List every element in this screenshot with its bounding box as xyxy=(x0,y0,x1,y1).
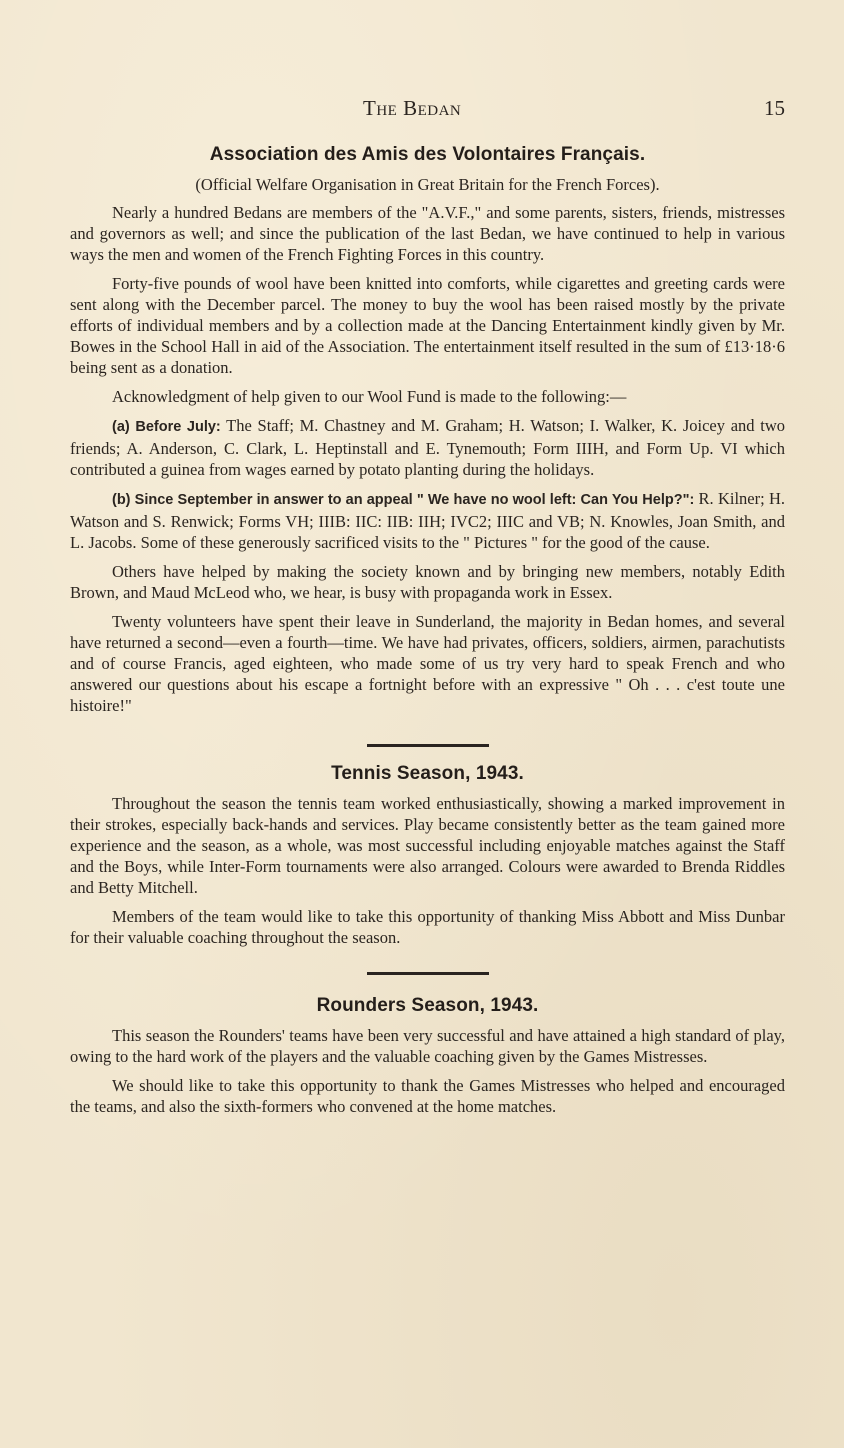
paragraph: Others have helped by making the society known and by bringing new members, notably Edith Brown, and Maud McLeod who, we hear, is busy with propaganda work in Essex. xyxy=(70,562,785,602)
section-subtitle: (Official Welfare Organisation in Great Britain for the French Forces). xyxy=(195,175,660,194)
paragraph: Twenty volunteers have spent their leave in Sunderland, the majority in Bedan homes, and several have returned a second—even a fourth—time. We have had privates, officers, soldiers, airmen, parachutists and of course Francis, aged eighteen, who made some of us try very hard to speak French and who answered our questions about his escape a fortnight before with an expressive " Oh . . . c'est toute une histoire!" xyxy=(70,612,785,715)
list-item-text: R. Kilner; H. Watson and S. Renwick; Forms VH; IIIB: IIC: IIB: IIH; IVC2; IIIC and VB; N. Knowles, Joan Smith, and L. Jacobs. Some of these generously sacrificed visits to the " Pictures " for the good of the cause. xyxy=(70,489,785,552)
paragraph: Nearly a hundred Bedans are members of the "A.V.F.," and some parents, sisters, friends, mistresses and governors as well; and since the publication of the last Bedan, we have continued to help in various ways the men and women of the French Fighting Forces in this country. xyxy=(70,203,785,264)
paragraph: We should like to take this opportunity to thank the Games Mistresses who helped and encouraged the teams, and also the sixth-formers who convened at the home matches. xyxy=(70,1076,785,1116)
paragraph: Forty-five pounds of wool have been knitted into comforts, while cigarettes and greeting cards were sent along with the December parcel. The money to buy the wool has been raised mostly by the private efforts of individual members and by a collection made at the Dancing Entertainment kindly given by Mr. Bowes in the School Hall in aid of the Association. The entertainment itself resulted in the sum of £13·18·6 being sent as a donation. xyxy=(70,274,785,377)
page-number: 15 xyxy=(764,96,785,120)
section-rounders xyxy=(70,995,785,1117)
list-item-lead: (a) Before July: xyxy=(112,419,221,435)
section-heading-tennis: Tennis Season, 1943. xyxy=(331,763,524,784)
section-heading-rounders: Rounders Season, 1943. xyxy=(316,995,539,1016)
paragraph: Throughout the season the tennis team worked enthusiastically, showing a marked improvement in their strokes, especially back-hands and services. Play became consistently better as the team gained more experience and the season, as a whole, was most successful including enjoyable matches against the Staff and the Boys, while Inter-Form tournaments were also arranged. Colours were awarded to Brenda Riddles and Betty Mitchell. xyxy=(70,794,785,897)
section-heading-avf: Association des Amis des Volontaires Français. xyxy=(209,144,646,165)
article-body xyxy=(70,144,785,1125)
section-divider xyxy=(367,744,489,747)
list-item-lead: (b) Since September in answer to an appeal " We have no wool left: Can You Help?": xyxy=(112,492,695,508)
paragraph: Members of the team would like to take this opportunity of thanking Miss Abbott and Miss Dunbar for their valuable coaching throughout the season. xyxy=(70,907,785,947)
divider-wrap xyxy=(70,724,785,763)
section-avf xyxy=(70,144,785,716)
paragraph: This season the Rounders' teams have been very successful and have attained a high standard of play, owing to the hard work of the players and the valuable coaching given by the Games Mistresses. xyxy=(70,1026,785,1066)
divider-wrap xyxy=(70,956,785,995)
section-divider xyxy=(367,972,489,975)
paragraph: Acknowledgment of help given to our Wool Fund is made to the following:— xyxy=(112,387,627,406)
list-item-text: The Staff; M. Chastney and M. Graham; H. Watson; I. Walker, K. Joicey and two friends; A. Anderson, C. Clark, L. Heptinstall and E. Tynemouth; Form IIIH, and Form Up. VI which contributed a guinea from wages earned by potato planting during the holidays. xyxy=(70,416,785,479)
section-tennis xyxy=(70,763,785,948)
list-item-since-september xyxy=(70,488,785,553)
list-item-before-july xyxy=(70,415,785,480)
journal-title: The Bedan xyxy=(363,96,462,120)
running-head xyxy=(0,96,844,124)
